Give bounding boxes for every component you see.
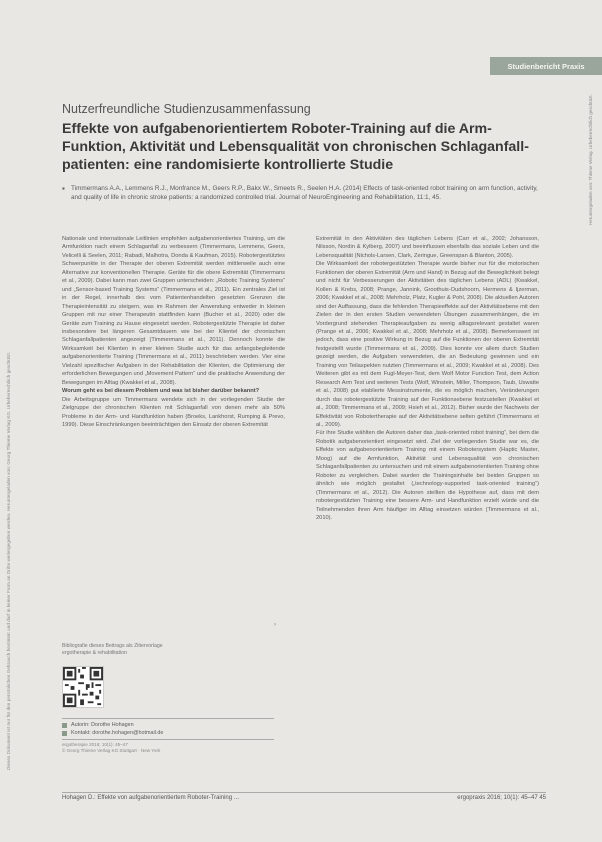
qr-code[interactable] <box>62 666 104 708</box>
bullet-icon: ▪ <box>62 184 65 193</box>
author-small-print: ergotherapie 2016; 10(1): 45–47 © Georg Thieme Verlag KG Stuttgart · New York <box>62 742 161 753</box>
reference-block <box>62 185 542 203</box>
left-column <box>62 235 285 620</box>
left-paragraph: Die Arbeitsgruppe um Timmermans wendete sich in der vorliegenden Studie der Zielgruppe der chronischen Klienten mit Schlaganfall von denen mehr als 50% Probleme in der Arm- und Handfunktion haben (Broeks, Lankhorst, Rumping & Prevo, 1999). Diese Einschränkungen beeinträchtigen den Einsatz der oberen Extremität <box>62 396 285 428</box>
right-paragraph: Die Wirksamkeit der robotergestützten Therapie wurde bisher nur für die motorischen Funktionen der oberen Extremität (Arm und Hand) in Bezug auf die Beweglichkeit belegt und nicht für Verbesserungen der Aktivitäten des täglichen Lebens (ADL) (Kwakkel, Kollen & Krebs, 2008; Prange, Jannink, Groothuis-Oudshoorn, Hermens & Ijzerman, 2006; Kwakkel et al., 2008; Mehrholz, Platz, Kugler & Pohl, 2008). Die aktuellen Autoren sind der Auffassung, dass die fehlenden Therapieeffekte auf der Aktivitätsebene mit den Zielen der in den ersten Studien verwendeten Übungen zusammenhängen, die im Vordergrund stehenden Therapieaufgaben zu wenig alltagsrelevant gestaltet waren (Prange et al., 2006; Kwakkel et al., 2008; Mehrholz et al., 2008). Bemerkenswert ist jedoch, dass eine positive Wirkung in Bezug auf die Funktionen der oberen Extremität festgestellt wurde (Timmermans et al., 2009). Dies konnte vor allem durch Studien gezeigt werden, die Aufgaben verwendeten, die an Bedeutung gewinnen und ein Training von Teilaspekten nutzten (Timmermans et al., 2009; Kwakkel et al., 2008). Des Weiteren gibt es mit dem Fugl-Meyer-Test, dem Wolf Motor Function Test, dem Action Research Arm Test und weiteren Tests (Wolf, Winstein, Miller, Thompson, Taub, Uswatte et al., 2008) gut etablierte Messinstrumente, die es möglich machen, Veränderungen durch das robotergestützte Training auf der Funktionsebene festzustellen (Kwakkel et al., 2008; Timmermans et al., 2009; Hsieh et al., 2012). Bisher wurde der Nachweis der Effektivität von Robotertherapie auf der Aktivitätsebene selten geführt (Timmermans et al., 2009). <box>316 261 539 428</box>
divider <box>62 718 274 719</box>
divider <box>62 739 274 740</box>
author-box <box>62 716 274 754</box>
side-copyright-note-right: Heruntergeladen von: Thieme Verlag. Urheberrechtlich geschützt. <box>588 94 593 225</box>
article-title: Effekte von aufgabenorientiertem Roboter-Training auf die Arm-Funktion, Aktivität und Lebensqualität von chronischen Schlaganfall-patienten: eine randomisierte kontrollierte Studie <box>62 121 529 173</box>
contact-row <box>62 729 274 737</box>
right-paragraph: Für ihre Studie wählten die Autoren daher das „task-oriented robot training“, bei dem die Robotik aufgabenorientiert eingesetzt wird. Ziel der vorliegenden Studie war es, die Effekte von aufgabenorientiertem Training mit einem Robotersystem (Haptic Master, Moog) auf die Armfunktion, Aktivität und Lebensqualität von chronischen Schlaganfallpatienten zu untersuchen und mit einem aufgabenorientierten Training ohne Roboter zu vergleichen. Dabei wurden die Trainingsinhalte bei beiden Gruppen so ähnlich wie möglich gestaltet („technology-supported task-oriented training“) (Timmermans et al., 2012). Die Autoren stellten die Hypothese auf, dass mit dem robotergestützten Training eine bessere Arm- und Handfunktion erzielt würde und die Teilnehmenden ihren Arm häufiger im Alltag einsetzen würden (Timmermans et al., 2010). <box>316 430 539 521</box>
article-kicker: Nutzerfreundliche Studienzusammenfassung <box>62 102 311 116</box>
side-copyright-note: Dieses Dokument ist nur für den persönlichen Gebrauch bestimmt und darf in keiner Form an Dritte weitergegeben werden. Heruntergeladen von: Georg Thieme Verlag KG. Urheberrechtlich geschützt. <box>6 351 11 770</box>
right-column <box>316 235 539 790</box>
contact-label[interactable]: Kontakt: dorothe.hohagen@hotmail.de <box>71 730 164 736</box>
contact-square-icon <box>62 731 67 736</box>
left-paragraph: Nationale und internationale Leitlinien empfehlen aufgabenorientiertes Training, um die Armfunktion nach einem Schlaganfall zu verbessern (Timmermans, Lemmens, Geers, Velicelli & Seelen, 2011; Rabadi, Malhotra, Donda & Kaufman, 2015). Robotergestütztes Schwerpunkte in der Therapie der oberen Extremität werden mittlerweile auch eine Alternative zur konventionellen Therapie. Geräte für die obere Extremität (Timmermans et al., 2009). Dabei kann man zwei Gruppen unterscheiden: „Robotic Training Systems“ und „Sensor-based Training Systems“ (Timmermans et al., 2011). Ein zentrales Ziel ist in der Regel, innerhalb des vom Patientenhandelten gesetzten Grenzen die Therapieintensität zu steigern, was im Rahmen der Anwendung entweder in kleinen Gruppen mit nur einer Therapeutin stattfinden kann (Bucher et al., 2020) oder die Geräte zum Training zu Hause eingesetzt werden. Robotergestützte Therapie ist daher insbesondere bei längeren Gesamtdauern wie bei der Klientel der chronischen Schlaganfallpatienten angezeigt (Timmermans et al., 2011). Dennoch konnte die Wirksamkeit bei Klienten in einer kleinen Studie auch für das anfangsbegleitende aufgabenorientierte Training (Timmermans et al., 2011) beschrieben werden. Vier eine Vielzahl spezifischer Aufgaben in der Rehabilitation der Klienten, die Optimierung der erforderlichen Bewegungen und „Movement Pattern“ und die praktische Anwendung der Bewegungen im Alltag (Kwakkel et al., 2008). <box>62 236 285 386</box>
author-label: Autorin: Dorothe Hohagen <box>71 722 134 728</box>
author-square-icon <box>62 723 67 728</box>
reference-text: Timmermans A.A., Lemmens R.J., Monfrance M., Geers R.P., Bakx W., Smeets R., Seelen H.A. (2014) Effects of task-oriented robot training on arm function, activity, and quality of life in chronic stroke patients: a randomized controlled trial. Journal of NeuroEngineering and Rehabilitation, 11:1, 45. <box>71 185 538 201</box>
footer-right-text: ergopraxis 2016; 10(1): 45–47 45 <box>457 795 546 801</box>
continue-arrow-icon: › <box>274 622 276 628</box>
author-row <box>62 721 274 729</box>
footer-rule <box>62 792 546 793</box>
section-tab: Studienbericht Praxis <box>490 57 602 75</box>
right-paragraph: Extremität in den Aktivitäten des täglichen Lebens (Carr et al., 2002; Johansson, Nilsson, Nordin & Kylberg, 2007) und beeinflussen ebenfalls das soziale Leben und die Lebensqualität (Nichols-Larsen, Clark, Zeringue, Greenspan & Blanton, 2005). <box>316 236 539 259</box>
section-question: Worum geht es bei diesem Problem und was ist bisher darüber bekannt? <box>62 388 260 395</box>
footer-left-text: Hohagen D.: Effekte von aufgabenorientiertem Roboter-Training … <box>62 795 240 801</box>
qr-caption: Bibliografie dieses Beitrags als Zitiervorlage ergotherapie & rehabilitation <box>62 643 163 656</box>
qr-code-icon <box>63 667 103 707</box>
